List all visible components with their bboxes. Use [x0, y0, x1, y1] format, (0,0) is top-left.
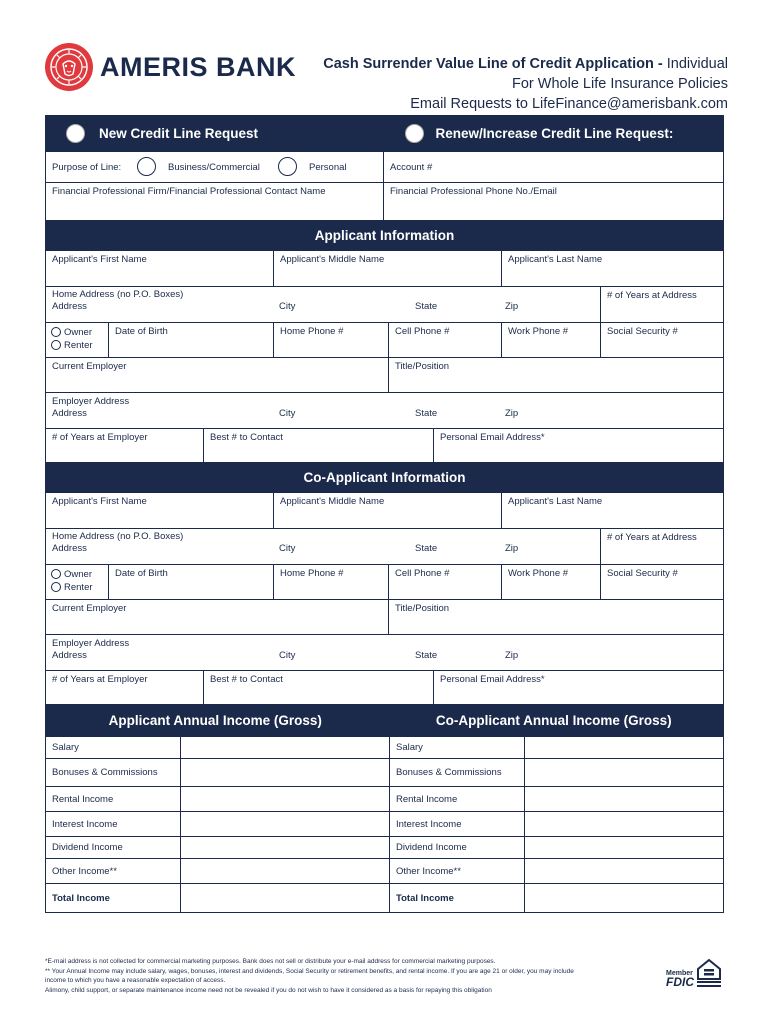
applicant-employer-address-field[interactable] [46, 393, 723, 428]
applicant-income-field[interactable] [181, 812, 390, 836]
coapplicant-income-field[interactable] [525, 859, 723, 883]
income-row [46, 859, 723, 884]
coapplicant-employer-address-field[interactable] [46, 635, 723, 670]
footnote-email: *E-mail address is not collected for commercial marketing purposes. Bank does not sell or distribute your e-mail address for commercial marketing purposes. [45, 958, 496, 965]
account-field[interactable] [384, 152, 723, 182]
owner-option[interactable] [51, 326, 103, 339]
fdic-member-label: Member [666, 970, 693, 977]
coapplicant-best-contact-field[interactable] [204, 671, 434, 704]
applicant-name-row [46, 251, 723, 287]
coapplicant-income-field[interactable] [525, 787, 723, 811]
new-request-label: New Credit Line Request [99, 125, 259, 141]
income-table [46, 737, 723, 913]
applicant-first-name-field[interactable] [46, 251, 274, 286]
co-email-label: Personal Email Address* [440, 674, 545, 685]
account-label: Account # [390, 162, 433, 173]
applicant-income-field[interactable] [181, 737, 390, 758]
coapplicant-last-name-field[interactable] [502, 493, 723, 528]
co-owner-radio[interactable] [51, 569, 61, 579]
renew-request-radio[interactable] [405, 124, 424, 143]
applicant-dob-field[interactable] [109, 323, 274, 357]
coapplicant-home-address-field[interactable] [46, 529, 601, 564]
coapplicant-income-field[interactable] [525, 759, 723, 786]
income-band [46, 705, 723, 737]
coapplicant-income-label: Interest Income [390, 812, 525, 836]
years-employer-label: # of Years at Employer [52, 432, 148, 443]
applicant-years-address-field[interactable] [601, 287, 723, 322]
fdic-label: FDIC [666, 975, 694, 989]
title-position-label: Title/Position [395, 361, 450, 372]
coapplicant-years-employer-field[interactable] [46, 671, 204, 704]
co-zip-label: Zip [505, 543, 519, 554]
applicant-income-label: Bonuses & Commissions [46, 759, 181, 786]
applicant-income-field[interactable] [181, 837, 390, 858]
coapplicant-name-row [46, 493, 723, 529]
footnote-income: ** Your Annual Income may include salary, wages, bonuses, interest and dividends, Social Security or retirement benefits, and rental income. If you are age 21 or older, you may include [45, 967, 574, 975]
applicant-income-label: Total Income [46, 884, 181, 912]
coapplicant-income-label: Rental Income [390, 787, 525, 811]
applicant-home-address-field[interactable] [46, 287, 601, 322]
coapplicant-info-band [46, 463, 723, 493]
coapplicant-dob-field[interactable] [109, 565, 274, 599]
work-phone-label: Work Phone # [508, 326, 569, 337]
dob-label: Date of Birth [115, 326, 168, 337]
coapplicant-home-phone-field[interactable] [274, 565, 389, 599]
co-renter-option[interactable] [51, 581, 103, 594]
owner-radio[interactable] [51, 327, 61, 337]
income-row [46, 787, 723, 812]
co-owner-option[interactable] [51, 568, 103, 581]
fp-phone-label: Financial Professional Phone No./Email [390, 186, 557, 197]
coapplicant-income-label: Other Income** [390, 859, 525, 883]
coapplicant-income-label: Total Income [390, 884, 525, 912]
co-emp-zip-label: Zip [505, 650, 519, 661]
email-requests: Email Requests to LifeFinance@amerisbank.com [410, 96, 728, 112]
coapplicant-income-title: Co-Applicant Annual Income (Gross) [435, 713, 672, 728]
income-row [46, 884, 723, 913]
co-years-employer-label: # of Years at Employer [52, 674, 148, 685]
applicant-employer-address-row [46, 393, 723, 429]
coapplicant-residence-cell [46, 565, 109, 599]
applicant-cell-phone-field[interactable] [389, 323, 502, 357]
applicant-middle-name-field[interactable] [274, 251, 502, 286]
best-contact-label: Best # to Contact [210, 432, 283, 443]
coapplicant-income-label: Bonuses & Commissions [390, 759, 525, 786]
emp-zip-label: Zip [505, 408, 519, 419]
coapplicant-email-field[interactable] [434, 671, 723, 704]
renew-request-option[interactable] [385, 124, 724, 143]
co-city-label: City [279, 543, 296, 554]
co-last-name-label: Applicant's Last Name [508, 496, 603, 507]
applicant-info-band [46, 221, 723, 251]
coapplicant-details-row [46, 565, 723, 600]
fp-firm-label: Financial Professional Firm/Financial Professional Contact Name [52, 186, 326, 197]
page-header [0, 0, 770, 116]
business-label: Business/Commercial [168, 162, 260, 173]
renter-option[interactable] [51, 339, 103, 352]
coapplicant-income-label: Salary [390, 737, 525, 758]
purpose-row [46, 152, 723, 183]
coapplicant-employer-address-row [46, 635, 723, 671]
personal-label: Personal [309, 162, 347, 173]
form-title-bold: Cash Surrender Value Line of Credit Application - [323, 56, 667, 72]
home-address-label: Home Address (no P.O. Boxes) [52, 289, 184, 300]
applicant-details-row [46, 323, 723, 358]
applicant-info-title: Applicant Information [314, 228, 455, 243]
home-phone-label: Home Phone # [280, 326, 344, 337]
co-employer-label: Current Employer [52, 603, 127, 614]
co-cell-phone-label: Cell Phone # [395, 568, 450, 579]
co-owner-label: Owner [64, 569, 92, 580]
co-employer-address-label: Employer Address [52, 638, 130, 649]
emp-city-label: City [279, 408, 296, 419]
request-type-band [46, 115, 723, 152]
applicant-home-phone-field[interactable] [274, 323, 389, 357]
equal-housing-lender-icon [696, 957, 722, 989]
applicant-income-title: Applicant Annual Income (Gross) [108, 713, 322, 728]
form-subtitle: For Whole Life Insurance Policies [512, 76, 728, 92]
applicant-last-name-field[interactable] [502, 251, 723, 286]
coapplicant-employer-field[interactable] [46, 600, 389, 634]
new-request-radio[interactable] [66, 124, 85, 143]
purpose-cell [46, 152, 384, 182]
coapplicant-income-field[interactable] [525, 884, 723, 912]
financial-professional-row [46, 183, 723, 221]
last-name-label: Applicant's Last Name [508, 254, 603, 265]
applicant-best-contact-field[interactable] [204, 429, 434, 462]
co-address-label: Address [52, 543, 87, 554]
footnote-alimony: Alimony, child support, or separate maintenance income need not be revealed if you do not wish to have it considered as a basis for repaying this obligation [45, 986, 492, 994]
first-name-label: Applicant's First Name [52, 254, 147, 265]
emp-address-label: Address [52, 408, 87, 419]
coapplicant-income-label: Dividend Income [390, 837, 525, 858]
fp-phone-field[interactable] [384, 183, 723, 220]
applicant-address-row [46, 287, 723, 323]
co-years-address-label: # of Years at Address [607, 532, 697, 543]
applicant-email-field[interactable] [434, 429, 723, 462]
applicant-income-label: Other Income** [46, 859, 181, 883]
applicant-residence-cell [46, 323, 109, 357]
coapplicant-employer-row [46, 600, 723, 635]
applicant-years-employer-field[interactable] [46, 429, 204, 462]
applicant-title-field[interactable] [389, 358, 723, 392]
new-request-option[interactable] [46, 124, 385, 143]
applicant-contact-row [46, 429, 723, 463]
applicant-income-label: Salary [46, 737, 181, 758]
co-dob-label: Date of Birth [115, 568, 168, 579]
coapplicant-income-field[interactable] [525, 812, 723, 836]
coapplicant-income-field[interactable] [525, 737, 723, 758]
applicant-income-field[interactable] [181, 787, 390, 811]
co-home-address-label: Home Address (no P.O. Boxes) [52, 531, 184, 542]
address-label: Address [52, 301, 87, 312]
application-form [45, 115, 724, 913]
applicant-employer-field[interactable] [46, 358, 389, 392]
coapplicant-years-address-field[interactable] [601, 529, 723, 564]
coapplicant-income-field[interactable] [525, 837, 723, 858]
applicant-income-field[interactable] [181, 759, 390, 786]
co-emp-address-label: Address [52, 650, 87, 661]
income-row [46, 837, 723, 859]
applicant-income-label: Rental Income [46, 787, 181, 811]
purpose-label: Purpose of Line: [52, 162, 122, 173]
co-renter-radio[interactable] [51, 582, 61, 592]
applicant-income-label: Interest Income [46, 812, 181, 836]
coapplicant-first-name-field[interactable] [46, 493, 274, 528]
footer-notes [45, 957, 625, 995]
coapplicant-title-field[interactable] [389, 600, 723, 634]
personal-radio[interactable] [278, 157, 297, 176]
applicant-work-phone-field[interactable] [502, 323, 601, 357]
applicant-employer-row [46, 358, 723, 393]
coapplicant-info-title: Co-Applicant Information [303, 470, 466, 485]
co-ssn-label: Social Security # [607, 568, 678, 579]
email-label: Personal Email Address* [440, 432, 545, 443]
renter-radio[interactable] [51, 340, 61, 350]
zip-label: Zip [505, 301, 519, 312]
income-row [46, 737, 723, 759]
employer-label: Current Employer [52, 361, 127, 372]
co-renter-label: Renter [64, 582, 93, 593]
cell-phone-label: Cell Phone # [395, 326, 450, 337]
footnote-income-cont: income to which you have a reasonable expectation of access. [45, 977, 226, 984]
renew-request-label: Renew/Increase Credit Line Request: [435, 125, 674, 141]
co-state-label: State [415, 543, 438, 554]
applicant-income-field[interactable] [181, 884, 390, 912]
form-title [323, 54, 728, 74]
form-title-light: Individual [666, 56, 728, 72]
co-middle-name-label: Applicant's Middle Name [280, 496, 385, 507]
co-home-phone-label: Home Phone # [280, 568, 344, 579]
coapplicant-work-phone-field[interactable] [502, 565, 601, 599]
co-first-name-label: Applicant's First Name [52, 496, 147, 507]
ssn-label: Social Security # [607, 326, 678, 337]
bank-name: AMERIS BANK [100, 51, 297, 82]
co-title-position-label: Title/Position [395, 603, 450, 614]
co-best-contact-label: Best # to Contact [210, 674, 283, 685]
coapplicant-address-row [46, 529, 723, 565]
lion-logo-icon [44, 42, 94, 92]
coapplicant-ssn-field[interactable] [601, 565, 723, 599]
owner-label: Owner [64, 327, 92, 338]
co-work-phone-label: Work Phone # [508, 568, 569, 579]
coapplicant-middle-name-field[interactable] [274, 493, 502, 528]
income-row [46, 759, 723, 787]
coapplicant-contact-row [46, 671, 723, 705]
applicant-income-field[interactable] [181, 859, 390, 883]
years-address-label: # of Years at Address [607, 290, 697, 301]
fdic-badge [666, 970, 694, 988]
co-emp-state-label: State [415, 650, 438, 661]
business-radio[interactable] [137, 157, 156, 176]
fp-firm-field[interactable] [46, 183, 384, 220]
bank-logo [44, 42, 296, 92]
employer-address-label: Employer Address [52, 396, 130, 407]
co-emp-city-label: City [279, 650, 296, 661]
applicant-ssn-field[interactable] [601, 323, 723, 357]
emp-state-label: State [415, 408, 438, 419]
applicant-income-label: Dividend Income [46, 837, 181, 858]
income-row [46, 812, 723, 837]
middle-name-label: Applicant's Middle Name [280, 254, 385, 265]
city-label: City [279, 301, 296, 312]
renter-label: Renter [64, 340, 93, 351]
coapplicant-cell-phone-field[interactable] [389, 565, 502, 599]
form-titles [323, 54, 728, 114]
state-label: State [415, 301, 438, 312]
